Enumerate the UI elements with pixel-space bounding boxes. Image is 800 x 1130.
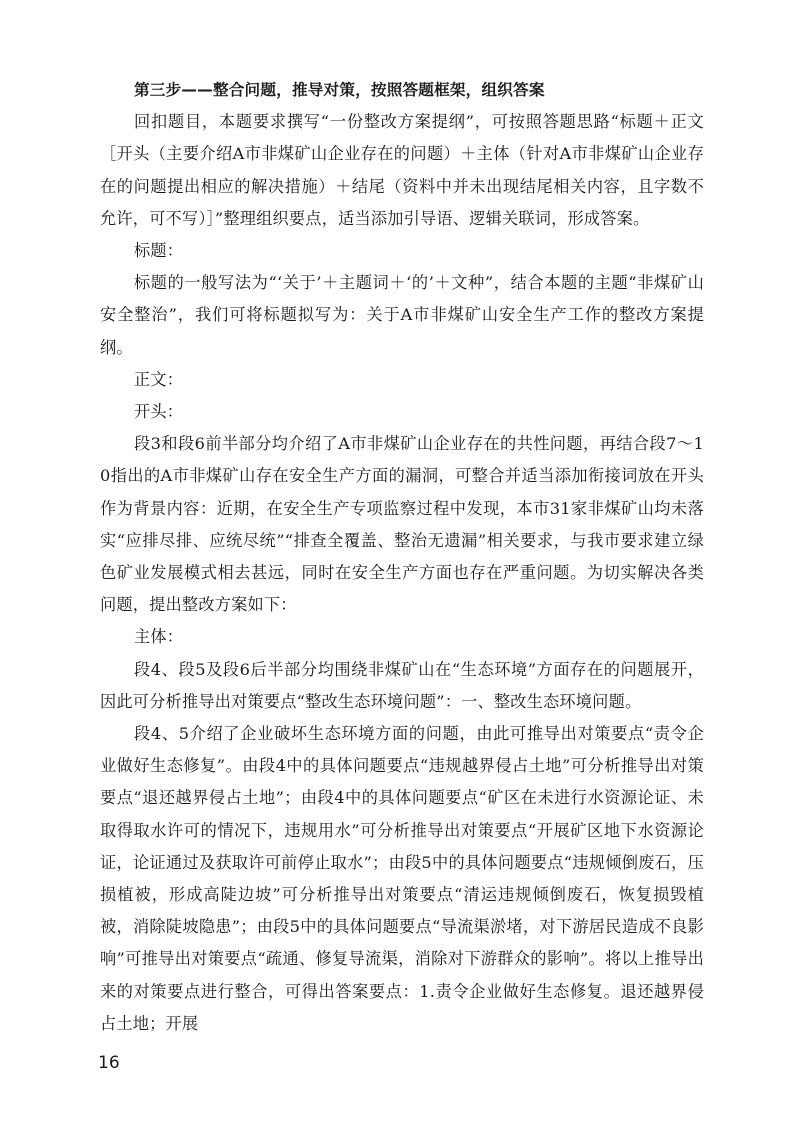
main-paragraph-2: 段4、5介绍了企业破坏生态环境方面的问题，由此可推导出对策要点“责令企业做好生态修复”。由段4中的具体问题要点“违规越界侵占土地”可分析推导出对策要点“退还越界侵占土地”；由段4中的具体问题要点“矿区在未进行水资源论证、未取得取水许可的情况下，违规用水”可分析推导出对策要点“开展矿区地下水资源论证，论证通过及获取许可前停止取水”；由段5中的具体问题要点“违规倾倒废石，压损植被，形成高陡边坡”可分析推导出对策要点“清运违规倾倒废石，恢复损毁植被，消除陡坡隐患”；由段5中的具体问题要点“导流渠淤堵，对下游居民造成不良影响”可推导出对策要点“疏通、修复导流渠，消除对下游群众的影响”。将以上推导出来的对策要点进行整合，可得出答案要点：1.责令企业做好生态修复。退还越界侵占土地；开展: [100, 724, 704, 1033]
intro-paragraph: 回扣题目，本题要求撰写“一份整改方案提纲”，可按照答题思路“标题＋正文［开头（主要介绍A市非煤矿山企业存在的问题）＋主体（针对A市非煤矿山企业存在的问题提出相应的解决措施）＋结尾（资料中并未出现结尾相关内容，且字数不允许，可不写）］”整理组织要点，适当添加引导语、逻辑关联词，形成答案。: [100, 112, 704, 228]
main-label: 主体：: [134, 627, 184, 647]
document-body: [100, 74, 704, 1040]
main-paragraph-1: 段4、段5及段6后半部分均围绕非煤矿山在“生态环境”方面存在的问题展开，因此可分析推导出对策要点“整改生态环境问题”：一、整改生态环境问题。: [100, 659, 704, 711]
opening-label: 开头：: [134, 402, 184, 422]
opening-paragraph: 段3和段6前半部分均介绍了A市非煤矿山企业存在的共性问题，再结合段7～10指出的A市非煤矿山存在安全生产方面的漏洞，可整合并适当添加衔接词放在开头作为背景内容：近期，在安全生产专项监察过程中发现，本市31家非煤矿山均未落实“应排尽排、应统尽统”“排查全覆盖、整治无遗漏”相关要求，与我市要求建立绿色矿业发展模式相去甚远，同时在安全生产方面也存在严重问题。为切实解决各类问题，提出整改方案如下：: [100, 434, 704, 615]
page-number: 16: [98, 1053, 120, 1073]
step-heading: 第三步——整合问题，推导对策，按照答题框架，组织答案: [134, 81, 545, 99]
body-label: 正文：: [134, 369, 184, 389]
title-label: 标题：: [134, 241, 184, 261]
title-paragraph: 标题的一般写法为“‘关于’＋主题词＋‘的’＋文种”，结合本题的主题“非煤矿山安全整治”，我们可将标题拟写为：关于A市非煤矿山安全生产工作的整改方案提纲。: [100, 273, 704, 357]
